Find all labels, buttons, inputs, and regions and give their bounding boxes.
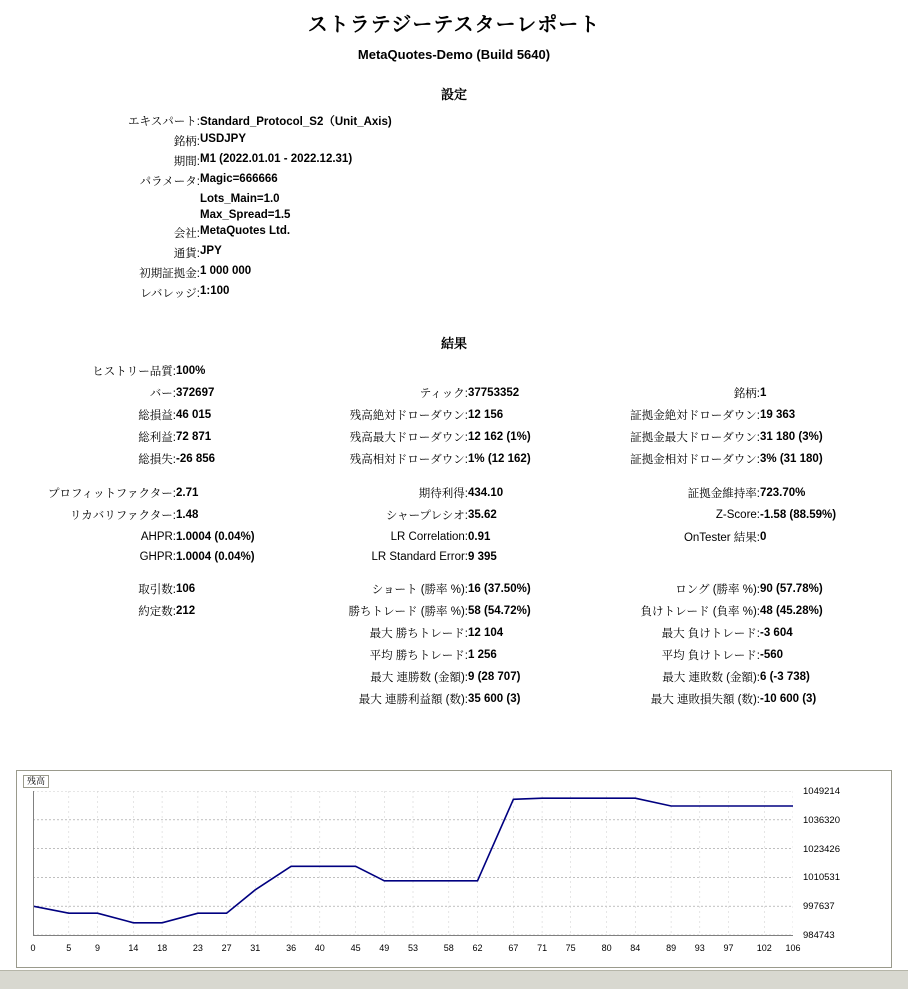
settings-row <box>24 191 884 207</box>
result-value: -560 <box>760 649 784 661</box>
result-label: 負けトレード (負率 %): <box>640 606 760 618</box>
settings-value: Max_Spread=1.5 <box>200 209 291 221</box>
chart-x-tick: 97 <box>723 943 734 953</box>
result-value: 1.48 <box>176 509 199 521</box>
result-label: LR Standard Error: <box>371 551 468 563</box>
result-value: 12 156 <box>468 409 504 421</box>
result-label: 残高相対ドローダウン: <box>349 454 468 466</box>
chart-x-tick-labels <box>30 943 801 959</box>
results-row <box>16 360 892 382</box>
result-label <box>16 688 176 710</box>
chart-plot-area <box>33 791 793 935</box>
result-value <box>176 666 308 688</box>
result-value: 1 256 <box>468 649 497 661</box>
settings-value: Magic=666666 <box>200 173 278 185</box>
result-label <box>600 360 760 382</box>
result-label: GHPR: <box>139 551 176 563</box>
result-value: 12 162 (1%) <box>468 431 531 443</box>
result-label: 平均 勝ちトレード: <box>369 650 468 662</box>
settings-label: 期間: <box>173 156 200 168</box>
result-value: 9 (28 707) <box>468 671 521 683</box>
footer-bar <box>0 970 908 989</box>
result-value: -1.58 (88.59%) <box>760 509 837 521</box>
settings-value: Standard_Protocol_S2（Unit_Axis) <box>200 116 392 128</box>
result-value <box>176 622 308 644</box>
chart-y-tick: 1036320 <box>803 814 840 826</box>
result-value: 1.0004 (0.04%) <box>176 551 255 563</box>
chart-inner <box>17 771 891 967</box>
result-label <box>16 622 176 644</box>
chart-x-tick: 53 <box>407 943 419 953</box>
chart-y-tick: 997637 <box>803 901 835 913</box>
chart-x-tick: 18 <box>157 943 168 953</box>
result-label: ヒストリー品質: <box>92 366 176 378</box>
results-row <box>16 482 892 504</box>
result-value: 16 (37.50%) <box>468 583 531 595</box>
result-label <box>308 360 468 382</box>
settings-row <box>24 283 884 303</box>
result-label: 最大 勝ちトレード: <box>369 628 468 640</box>
chart-x-tick: 27 <box>221 943 232 953</box>
result-label: 最大 連敗損失額 (数): <box>650 694 760 706</box>
result-value: 1 <box>760 387 767 399</box>
result-value: 3% (31 180) <box>760 453 823 465</box>
results-row <box>16 622 892 644</box>
result-label: 証拠金相対ドローダウン: <box>630 454 760 466</box>
settings-row <box>24 243 884 263</box>
result-label: シャープレシオ: <box>385 510 468 522</box>
result-label: 最大 負けトレード: <box>661 628 760 640</box>
result-label <box>16 644 176 666</box>
chart-x-tick: 45 <box>350 943 361 953</box>
result-label: 証拠金維持率: <box>687 488 760 500</box>
result-value: 6 (-3 738) <box>760 671 810 683</box>
results-spacer <box>16 470 892 482</box>
chart-x-tick: 89 <box>666 943 677 953</box>
chart-x-tick: 0 <box>30 943 36 953</box>
results-row <box>16 526 892 548</box>
result-label: 約定数: <box>138 606 176 618</box>
result-label: ロング (勝率 %): <box>675 584 760 596</box>
settings-value: Lots_Main=1.0 <box>200 193 280 205</box>
settings-label <box>24 191 200 207</box>
result-value <box>176 688 308 710</box>
result-label: 勝ちトレード (勝率 %): <box>348 606 468 618</box>
settings-value: M1 (2022.01.01 - 2022.12.31) <box>200 153 353 165</box>
result-label: 残高最大ドローダウン: <box>349 432 468 444</box>
chart-y-tick-labels <box>803 783 883 943</box>
settings-label: 初期証拠金: <box>139 268 200 280</box>
chart-x-tick: 80 <box>601 943 612 953</box>
chart-x-tick: 49 <box>379 943 390 953</box>
settings-row <box>24 171 884 191</box>
results-row <box>16 548 892 566</box>
results-row <box>16 426 892 448</box>
result-value: 100% <box>176 365 206 377</box>
results-row <box>16 688 892 710</box>
result-label: 総損失: <box>138 454 176 466</box>
settings-row <box>24 151 884 171</box>
result-value: 1% (12 162) <box>468 453 531 465</box>
chart-y-tick: 1023426 <box>803 843 840 855</box>
result-label <box>16 666 176 688</box>
chart-y-tick: 984743 <box>803 930 835 941</box>
result-value: -3 604 <box>760 627 793 639</box>
chart-y-axis <box>33 791 34 936</box>
settings-row <box>24 223 884 243</box>
result-value: 35.62 <box>468 509 497 521</box>
settings-label: パラメータ: <box>139 176 200 188</box>
results-spacer <box>16 566 892 578</box>
results-row <box>16 448 892 470</box>
result-label: ショート (勝率 %): <box>371 584 468 596</box>
result-label: 総損益: <box>138 410 176 422</box>
results-row <box>16 382 892 404</box>
result-label: 平均 負けトレード: <box>661 650 760 662</box>
settings-label: 会社: <box>173 228 200 240</box>
result-value: 90 (57.78%) <box>760 583 823 595</box>
settings-row <box>24 111 884 131</box>
chart-x-tick: 71 <box>537 943 548 953</box>
result-label: 銘柄: <box>733 388 760 400</box>
result-value: 46 015 <box>176 409 212 421</box>
results-row <box>16 578 892 600</box>
chart-y-tick: 1010531 <box>803 872 840 884</box>
settings-value: 1 000 000 <box>200 265 252 277</box>
result-value <box>176 644 308 666</box>
settings-table <box>24 111 884 303</box>
chart-x-tick: 58 <box>443 943 454 953</box>
chart-svg <box>33 791 793 935</box>
chart-legend: 残高 <box>23 775 49 788</box>
result-label: Z-Score: <box>715 509 760 521</box>
settings-row <box>24 207 884 223</box>
settings-label <box>24 207 200 223</box>
result-value: 37753352 <box>468 387 520 399</box>
chart-x-tick: 23 <box>192 943 203 953</box>
result-label: 証拠金最大ドローダウン: <box>630 432 760 444</box>
result-value: 58 (54.72%) <box>468 605 531 617</box>
result-value: 372697 <box>176 387 215 399</box>
result-value: 12 104 <box>468 627 504 639</box>
settings-label: レバレッジ: <box>140 288 200 300</box>
chart-x-tick: 40 <box>314 943 325 953</box>
settings-value: 1:100 <box>200 285 230 297</box>
result-value: 72 871 <box>176 431 212 443</box>
result-label: 最大 連勝数 (金額): <box>370 672 468 684</box>
result-value: 9 395 <box>468 551 497 563</box>
result-label: AHPR: <box>140 531 176 543</box>
results-row <box>16 666 892 688</box>
result-label: プロフィットファクター: <box>48 488 176 500</box>
chart-x-tick: 106 <box>785 943 801 953</box>
chart-x-tick: 9 <box>94 943 101 953</box>
result-value: 212 <box>176 605 196 617</box>
settings-value: USDJPY <box>200 133 247 145</box>
result-value: 434.10 <box>468 487 504 499</box>
settings-row <box>24 131 884 151</box>
result-label: 期待利得: <box>418 488 468 500</box>
balance-chart <box>16 770 892 968</box>
settings-label: 銘柄: <box>173 136 200 148</box>
report-subtitle: MetaQuotes-Demo (Build 5640) <box>357 47 551 62</box>
results-table <box>16 360 892 710</box>
chart-x-axis <box>33 935 793 936</box>
result-label: 最大 連敗数 (金額): <box>662 672 760 684</box>
result-label: リカバリファクター: <box>69 510 176 522</box>
results-row <box>16 644 892 666</box>
result-value: 48 (45.28%) <box>760 605 823 617</box>
result-value: 19 363 <box>760 409 796 421</box>
chart-x-tick: 62 <box>472 943 483 953</box>
result-label: 証拠金絶対ドローダウン: <box>630 410 760 422</box>
result-value: 106 <box>176 583 196 595</box>
chart-x-tick: 67 <box>508 943 519 953</box>
result-label <box>600 548 760 566</box>
chart-y-tick: 1049214 <box>803 786 840 797</box>
settings-row <box>24 263 884 283</box>
results-row <box>16 504 892 526</box>
page-title: ストラテジーテスターレポート <box>307 14 601 36</box>
result-label: 残高絶対ドローダウン: <box>349 410 468 422</box>
result-value: -26 856 <box>176 453 216 465</box>
result-label: 総利益: <box>138 432 176 444</box>
results-row <box>16 404 892 426</box>
result-value <box>468 360 600 382</box>
result-value: 0 <box>760 531 767 543</box>
chart-x-tick: 93 <box>694 943 705 953</box>
result-value: 0.91 <box>468 531 491 543</box>
chart-x-tick: 36 <box>286 943 297 953</box>
result-label: バー: <box>149 388 176 400</box>
result-label: 最大 連勝利益額 (数): <box>358 694 468 706</box>
result-value: 35 600 (3) <box>468 693 521 705</box>
chart-x-tick: 84 <box>630 943 641 953</box>
result-value: 723.70% <box>760 487 806 499</box>
result-value: 31 180 (3%) <box>760 431 823 443</box>
chart-x-tick: 102 <box>756 943 772 953</box>
result-value: 2.71 <box>176 487 199 499</box>
result-label: 取引数: <box>138 584 176 596</box>
results-row <box>16 600 892 622</box>
result-value <box>760 360 892 382</box>
report-page <box>0 8 908 989</box>
result-label: LR Correlation: <box>390 531 468 543</box>
settings-label: 通貨: <box>173 248 200 260</box>
settings-label: エキスパート: <box>128 116 200 128</box>
result-label: ティック: <box>419 388 468 400</box>
results-heading: 結果 <box>440 336 467 351</box>
result-value: 1.0004 (0.04%) <box>176 531 255 543</box>
settings-heading: 設定 <box>440 87 467 102</box>
settings-value: MetaQuotes Ltd. <box>200 225 291 237</box>
chart-x-tick: 5 <box>66 943 72 953</box>
result-label: OnTester 結果: <box>683 532 760 544</box>
chart-x-tick: 31 <box>250 943 261 953</box>
chart-x-tick: 75 <box>565 943 576 953</box>
chart-x-tick: 14 <box>128 943 139 953</box>
settings-value: JPY <box>200 245 222 257</box>
result-value <box>760 548 892 566</box>
result-value: -10 600 (3) <box>760 693 817 705</box>
